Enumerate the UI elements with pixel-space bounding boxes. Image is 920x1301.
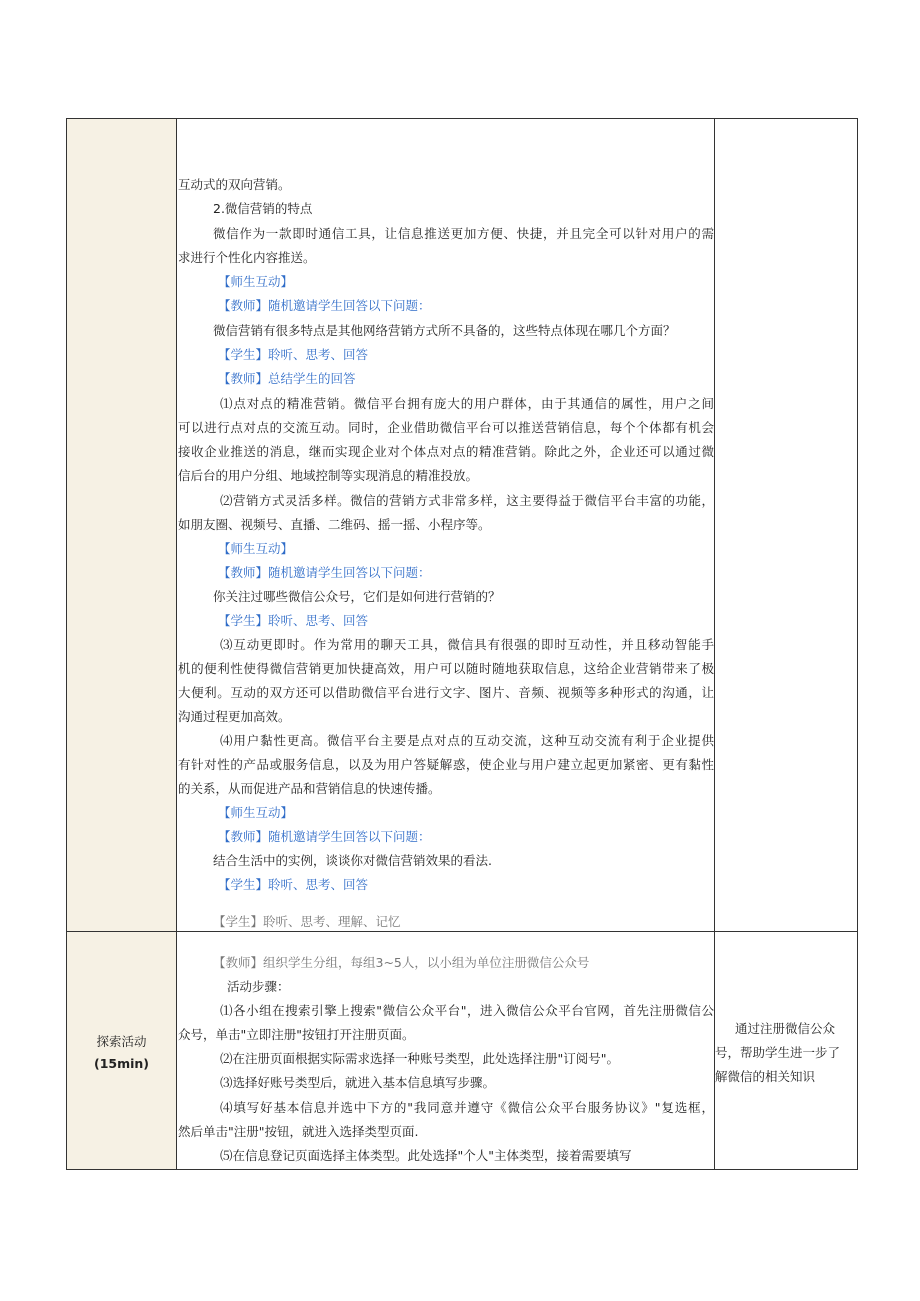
note-line: 解微信的相关知识: [715, 1069, 816, 1084]
text-line: 有针对性的产品或服务信息，以及为用户答疑解惑，使企业与用户建立起更加紧密、更有黏性: [178, 757, 714, 772]
step-line: ⑴各小组在搜索引擎上搜索"微信公众平台"，进入微信公众平台官网，首先注册微信公: [220, 1003, 714, 1018]
text-line: 的关系，从而促进产品和营销信息的快速传播。: [178, 781, 441, 796]
interaction-tag: 【师生互动】: [218, 274, 294, 289]
student-response-faint: 【学生】聆听、思考、理解、记忆: [213, 914, 401, 929]
step-line: ⑵在注册页面根据实际需求选择一种账号类型，此处选择注册"订阅号"。: [220, 1051, 620, 1066]
step-line: ⑷填写好基本信息并选中下方的"我同意并遵守《微信公众平台服务协议》"复选框，: [220, 1100, 714, 1115]
student-response: 【学生】聆听、思考、回答: [218, 877, 369, 892]
text-line: ⑵营销方式灵活多样。微信的营销方式非常多样，这主要得益于微信平台丰富的功能，: [220, 493, 714, 508]
text-line: 互动式的双向营销。: [178, 177, 291, 192]
note-line: 号，帮助学生进一步了: [715, 1045, 841, 1060]
activity-label: 探索活动: [96, 1034, 147, 1049]
activity-time: (15min): [93, 1056, 150, 1071]
text-line: 接收企业推送的消息，继而实现企业对个体点对点的精准营销。除此之外，企业还可以通过微: [178, 444, 714, 459]
steps-heading: 活动步骤：: [227, 979, 290, 994]
text-line: 如朋友圈、视频号、直播、二维码、摇一摇、小程序等。: [178, 517, 491, 532]
step-line: ⑸在信息登记页面选择主体类型。此处选择"个人"主体类型，接着需要填写: [220, 1148, 632, 1163]
step-line: ⑶选择好账号类型后，就进入基本信息填写步骤。: [220, 1075, 496, 1090]
interaction-tag: 【师生互动】: [218, 541, 294, 556]
row2-left-cell: [66, 931, 177, 1170]
question-line: 结合生活中的实例，谈谈你对微信营销效果的看法.: [213, 853, 492, 868]
question-line: 微信营销有很多特点是其他网络营销方式所不具备的，这些特点体现在哪几个方面？: [213, 323, 676, 338]
text-line: 机的便利性使得微信营销更加快捷高效，用户可以随时随地获取信息，这给企业营销带来了极: [178, 661, 714, 676]
interaction-tag: 【师生互动】: [218, 805, 294, 820]
text-line: ⑴点对点的精准营销。微信平台拥有庞大的用户群体，由于其通信的属性，用户之间: [220, 396, 714, 411]
teacher-instruction: 【教师】组织学生分组，每组3~5人，以小组为单位注册微信公众号: [213, 955, 590, 970]
teacher-prompt: 【教师】随机邀请学生回答以下问题：: [218, 565, 431, 580]
note-line: 通过注册微信公众: [735, 1021, 836, 1036]
text-line: 大便利。互动的双方还可以借助微信平台进行文字、图片、音频、视频等多种形式的沟通，让: [178, 685, 714, 700]
teacher-prompt: 【教师】随机邀请学生回答以下问题：: [218, 829, 431, 844]
student-response: 【学生】聆听、思考、回答: [218, 613, 369, 628]
question-line: 你关注过哪些微信公众号，它们是如何进行营销的？: [213, 589, 501, 604]
teacher-prompt: 【教师】随机邀请学生回答以下问题：: [218, 298, 431, 313]
row1-left-cell: [66, 118, 177, 932]
text-line: ⑶互动更即时。作为常用的聊天工具，微信具有很强的即时互动性，并且移动智能手: [220, 637, 714, 652]
row1-note-cell: [714, 118, 858, 932]
text-line: 求进行个性化内容推送。: [178, 250, 316, 265]
text-line: 沟通过程更加高效。: [178, 709, 291, 724]
text-line: 微信作为一款即时通信工具，让信息推送更加方便、快捷，并且完全可以针对用户的需: [213, 226, 714, 241]
section-heading: 2.微信营销的特点: [213, 201, 313, 216]
text-line: 可以进行点对点的交流互动。同时，企业借助微信平台可以推送营销信息，每个个体都有机会: [178, 420, 714, 435]
teacher-summary: 【教师】总结学生的回答: [218, 371, 356, 386]
step-line: 然后单击"注册"按钮，就进入选择类型页面.: [178, 1124, 419, 1139]
row2-note-cell: [714, 931, 858, 1170]
text-line: ⑷用户黏性更高。微信平台主要是点对点的互动交流，这种互动交流有利于企业提供: [220, 733, 714, 748]
step-line: 众号，单击"立即注册"按钮打开注册页面。: [178, 1027, 415, 1042]
student-response: 【学生】聆听、思考、回答: [218, 347, 369, 362]
text-line: 信后台的用户分组、地域控制等实现消息的精准投放。: [178, 468, 479, 483]
